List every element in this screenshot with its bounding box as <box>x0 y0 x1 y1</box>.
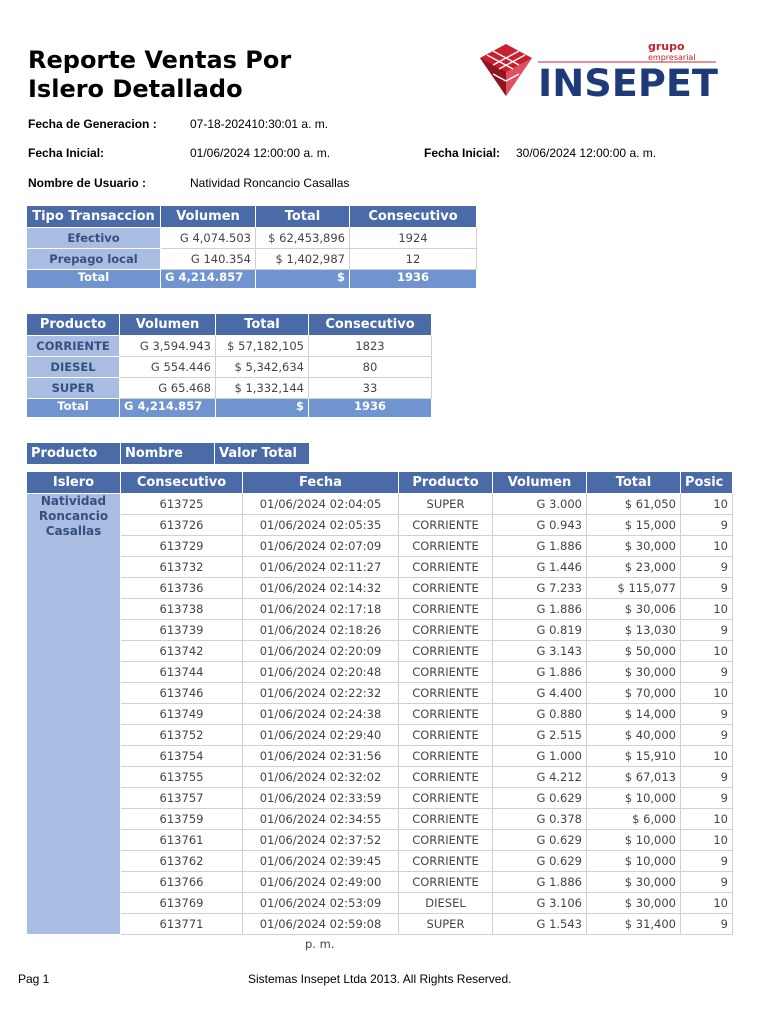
consecutivo-cell: 613759 <box>121 809 243 830</box>
fecha-cell: 01/06/2024 02:24:38 <box>243 704 399 725</box>
producto-cell: CORRIENTE <box>399 662 493 683</box>
col-header-posicion: Posic <box>681 472 733 494</box>
posicion-cell: 9 <box>681 578 733 599</box>
volumen-cell: G 0.378 <box>493 809 587 830</box>
producto-cell: CORRIENTE <box>399 788 493 809</box>
fecha-cell: 01/06/2024 02:17:18 <box>243 599 399 620</box>
producto-cell: CORRIENTE <box>399 830 493 851</box>
total-cell: $ 67,013 <box>587 767 681 788</box>
col-header-islero: Islero <box>27 472 121 494</box>
table-row <box>27 725 733 746</box>
table-row <box>27 599 733 620</box>
posicion-cell: 9 <box>681 872 733 893</box>
fecha-cell: 01/06/2024 02:53:09 <box>243 893 399 914</box>
producto-cell: CORRIENTE <box>399 641 493 662</box>
total-cell: $ 50,000 <box>587 641 681 662</box>
posicion-cell: 10 <box>681 536 733 557</box>
producto-cell: CORRIENTE <box>399 767 493 788</box>
producto-cell: CORRIENTE <box>399 578 493 599</box>
producto-cell: CORRIENTE <box>399 872 493 893</box>
volumen-cell: G 1.886 <box>493 536 587 557</box>
posicion-cell: 9 <box>681 704 733 725</box>
total-cell: $ 30,000 <box>587 662 681 683</box>
fecha-cell: 01/06/2024 02:37:52 <box>243 830 399 851</box>
table-row <box>27 557 733 578</box>
total-cell: $ 30,006 <box>587 599 681 620</box>
total-cell: $ 10,000 <box>587 851 681 872</box>
posicion-cell: 9 <box>681 788 733 809</box>
table-row <box>27 788 733 809</box>
islero-name-cell: Natividad Roncancio Casallas <box>27 494 121 935</box>
table-row <box>27 494 733 515</box>
posicion-cell: 9 <box>681 914 733 935</box>
table-row <box>27 914 733 935</box>
fecha-cell: 01/06/2024 02:14:32 <box>243 578 399 599</box>
col-header: Volumen <box>120 314 216 336</box>
table-row <box>27 746 733 767</box>
col-header: Producto <box>27 443 121 465</box>
generation-date-label: Fecha de Generacion : <box>28 117 157 131</box>
volumen-cell: G 3.000 <box>493 494 587 515</box>
col-header-volumen: Volumen <box>493 472 587 494</box>
producto-cell: CORRIENTE <box>399 809 493 830</box>
producto-cell: CORRIENTE <box>399 746 493 767</box>
producto-cell: CORRIENTE <box>399 599 493 620</box>
col-header: Total <box>216 314 309 336</box>
total-row: Total G 4,214.857 $ 1936 <box>27 399 432 418</box>
table-row <box>27 683 733 704</box>
volumen-cell: G 1.000 <box>493 746 587 767</box>
col-header: Producto <box>27 314 120 336</box>
total-cell: $ 61,050 <box>587 494 681 515</box>
report-title <box>28 46 408 104</box>
producto-cell: CORRIENTE <box>399 557 493 578</box>
date-overflow-text: p. m. <box>305 937 335 951</box>
producto-cell: CORRIENTE <box>399 851 493 872</box>
product-summary-table <box>26 313 432 418</box>
fecha-cell: 01/06/2024 02:32:02 <box>243 767 399 788</box>
volumen-cell: G 1.446 <box>493 557 587 578</box>
fecha-cell: 01/06/2024 02:22:32 <box>243 683 399 704</box>
volumen-cell: G 4.400 <box>493 683 587 704</box>
consecutivo-cell: 613744 <box>121 662 243 683</box>
generation-date-value: 07-18-202410:30:01 a. m. <box>190 117 329 131</box>
title-line-2: Islero Detallado <box>28 75 243 103</box>
copyright-text: Sistemas Insepet Ltda 2013. All Rights Reserved. <box>248 972 512 986</box>
fecha-cell: 01/06/2024 02:31:56 <box>243 746 399 767</box>
detail-table <box>26 471 733 935</box>
col-header-producto: Producto <box>399 472 493 494</box>
fecha-cell: 01/06/2024 02:59:08 <box>243 914 399 935</box>
consecutivo-cell: 613754 <box>121 746 243 767</box>
fecha-cell: 01/06/2024 02:20:09 <box>243 641 399 662</box>
total-cell: $ 6,000 <box>587 809 681 830</box>
consecutivo-cell: 613752 <box>121 725 243 746</box>
volumen-cell: G 3.106 <box>493 893 587 914</box>
col-header: Consecutivo <box>309 314 432 336</box>
fecha-cell: 01/06/2024 02:34:55 <box>243 809 399 830</box>
volumen-cell: G 0.880 <box>493 704 587 725</box>
volumen-cell: G 0.629 <box>493 851 587 872</box>
consecutivo-cell: 613766 <box>121 872 243 893</box>
posicion-cell: 10 <box>681 746 733 767</box>
consecutivo-cell: 613725 <box>121 494 243 515</box>
product-name-header <box>26 442 310 465</box>
table-row <box>27 872 733 893</box>
fecha-cell: 01/06/2024 02:49:00 <box>243 872 399 893</box>
posicion-cell: 9 <box>681 662 733 683</box>
producto-cell: CORRIENTE <box>399 620 493 641</box>
fecha-cell: 01/06/2024 02:39:45 <box>243 851 399 872</box>
volumen-cell: G 1.886 <box>493 662 587 683</box>
table-row <box>27 641 733 662</box>
volumen-cell: G 4.212 <box>493 767 587 788</box>
total-cell: $ 15,000 <box>587 515 681 536</box>
table-row <box>27 536 733 557</box>
fecha-cell: 01/06/2024 02:33:59 <box>243 788 399 809</box>
consecutivo-cell: 613746 <box>121 683 243 704</box>
table-row: DIESEL G 554.446 $ 5,342,634 80 <box>27 357 432 378</box>
volumen-cell: G 3.143 <box>493 641 587 662</box>
table-row <box>27 893 733 914</box>
col-header: Consecutivo <box>350 206 477 228</box>
page-number: Pag 1 <box>18 972 50 986</box>
consecutivo-cell: 613762 <box>121 851 243 872</box>
title-line-1: Reporte Ventas Por <box>28 46 292 74</box>
table-row: CORRIENTE G 3,594.943 $ 57,182,105 1823 <box>27 336 432 357</box>
col-header: Valor Total <box>215 443 310 465</box>
producto-cell: CORRIENTE <box>399 536 493 557</box>
table-row <box>27 662 733 683</box>
consecutivo-cell: 613739 <box>121 620 243 641</box>
fecha-cell: 01/06/2024 02:07:09 <box>243 536 399 557</box>
total-cell: $ 10,000 <box>587 788 681 809</box>
col-header-total: Total <box>587 472 681 494</box>
total-cell: $ 13,030 <box>587 620 681 641</box>
posicion-cell: 10 <box>681 809 733 830</box>
producto-cell: DIESEL <box>399 893 493 914</box>
consecutivo-cell: 613771 <box>121 914 243 935</box>
volumen-cell: G 0.943 <box>493 515 587 536</box>
volumen-cell: G 0.629 <box>493 788 587 809</box>
logo-emblem-icon <box>480 44 532 96</box>
user-name-value: Natividad Roncancio Casallas <box>190 176 350 190</box>
volumen-cell: G 0.819 <box>493 620 587 641</box>
producto-cell: SUPER <box>399 914 493 935</box>
fecha-cell: 01/06/2024 02:04:05 <box>243 494 399 515</box>
total-cell: $ 14,000 <box>587 704 681 725</box>
volumen-cell: G 2.515 <box>493 725 587 746</box>
start-date-value: 01/06/2024 12:00:00 a. m. <box>190 146 331 160</box>
consecutivo-cell: 613726 <box>121 515 243 536</box>
consecutivo-cell: 613732 <box>121 557 243 578</box>
posicion-cell: 10 <box>681 893 733 914</box>
total-row: Total G 4,214.857 $ 1936 <box>27 270 477 289</box>
posicion-cell: 9 <box>681 767 733 788</box>
total-cell: $ 10,000 <box>587 830 681 851</box>
producto-cell: SUPER <box>399 494 493 515</box>
total-cell: $ 70,000 <box>587 683 681 704</box>
transaction-summary-table <box>26 205 477 289</box>
user-name-label: Nombre de Usuario : <box>28 176 147 190</box>
consecutivo-cell: 613755 <box>121 767 243 788</box>
total-cell: $ 31,400 <box>587 914 681 935</box>
fecha-cell: 01/06/2024 02:18:26 <box>243 620 399 641</box>
table-row: Prepago local G 140.354 $ 1,402,987 12 <box>27 249 477 270</box>
logo-grupo-text: grupo <box>648 40 685 53</box>
col-header: Tipo Transaccion <box>27 206 161 228</box>
col-header-fecha: Fecha <box>243 472 399 494</box>
posicion-cell: 10 <box>681 599 733 620</box>
posicion-cell: 10 <box>681 494 733 515</box>
total-cell: $ 30,000 <box>587 536 681 557</box>
col-header: Total <box>256 206 350 228</box>
volumen-cell: G 1.543 <box>493 914 587 935</box>
total-cell: $ 30,000 <box>587 893 681 914</box>
start-date-label: Fecha Inicial: <box>28 146 105 160</box>
fecha-cell: 01/06/2024 02:11:27 <box>243 557 399 578</box>
total-cell: $ 115,077 <box>587 578 681 599</box>
producto-cell: CORRIENTE <box>399 683 493 704</box>
col-header-consecutivo: Consecutivo <box>121 472 243 494</box>
consecutivo-cell: 613738 <box>121 599 243 620</box>
producto-cell: CORRIENTE <box>399 515 493 536</box>
consecutivo-cell: 613769 <box>121 893 243 914</box>
posicion-cell: 9 <box>681 620 733 641</box>
volumen-cell: G 0.629 <box>493 830 587 851</box>
table-row: Efectivo G 4,074.503 $ 62,453,896 1924 <box>27 228 477 249</box>
table-row <box>27 704 733 725</box>
table-row <box>27 809 733 830</box>
fecha-cell: 01/06/2024 02:29:40 <box>243 725 399 746</box>
fecha-cell: 01/06/2024 02:20:48 <box>243 662 399 683</box>
end-date-label: Fecha Inicial: <box>424 146 501 160</box>
volumen-cell: G 1.886 <box>493 872 587 893</box>
volumen-cell: G 1.886 <box>493 599 587 620</box>
consecutivo-cell: 613749 <box>121 704 243 725</box>
table-row: SUPER G 65.468 $ 1,332,144 33 <box>27 378 432 399</box>
consecutivo-cell: 613729 <box>121 536 243 557</box>
consecutivo-cell: 613761 <box>121 830 243 851</box>
total-cell: $ 15,910 <box>587 746 681 767</box>
posicion-cell: 10 <box>681 641 733 662</box>
volumen-cell: G 7.233 <box>493 578 587 599</box>
col-header: Volumen <box>161 206 256 228</box>
posicion-cell: 9 <box>681 515 733 536</box>
col-header: Nombre <box>121 443 215 465</box>
total-cell: $ 40,000 <box>587 725 681 746</box>
table-row <box>27 620 733 641</box>
posicion-cell: 10 <box>681 830 733 851</box>
table-row <box>27 851 733 872</box>
posicion-cell: 9 <box>681 725 733 746</box>
table-row <box>27 767 733 788</box>
logo-empresarial-text: empresarial <box>648 53 696 62</box>
total-cell: $ 23,000 <box>587 557 681 578</box>
fecha-cell: 01/06/2024 02:05:35 <box>243 515 399 536</box>
posicion-cell: 9 <box>681 557 733 578</box>
posicion-cell: 10 <box>681 683 733 704</box>
end-date-value: 30/06/2024 12:00:00 a. m. <box>516 146 657 160</box>
producto-cell: CORRIENTE <box>399 725 493 746</box>
table-row <box>27 830 733 851</box>
consecutivo-cell: 613742 <box>121 641 243 662</box>
producto-cell: CORRIENTE <box>399 704 493 725</box>
posicion-cell: 9 <box>681 851 733 872</box>
logo-insepet-text: INSEPET <box>538 62 719 102</box>
insepet-logo <box>476 40 721 102</box>
total-cell: $ 30,000 <box>587 872 681 893</box>
consecutivo-cell: 613736 <box>121 578 243 599</box>
table-row <box>27 578 733 599</box>
table-row <box>27 515 733 536</box>
consecutivo-cell: 613757 <box>121 788 243 809</box>
